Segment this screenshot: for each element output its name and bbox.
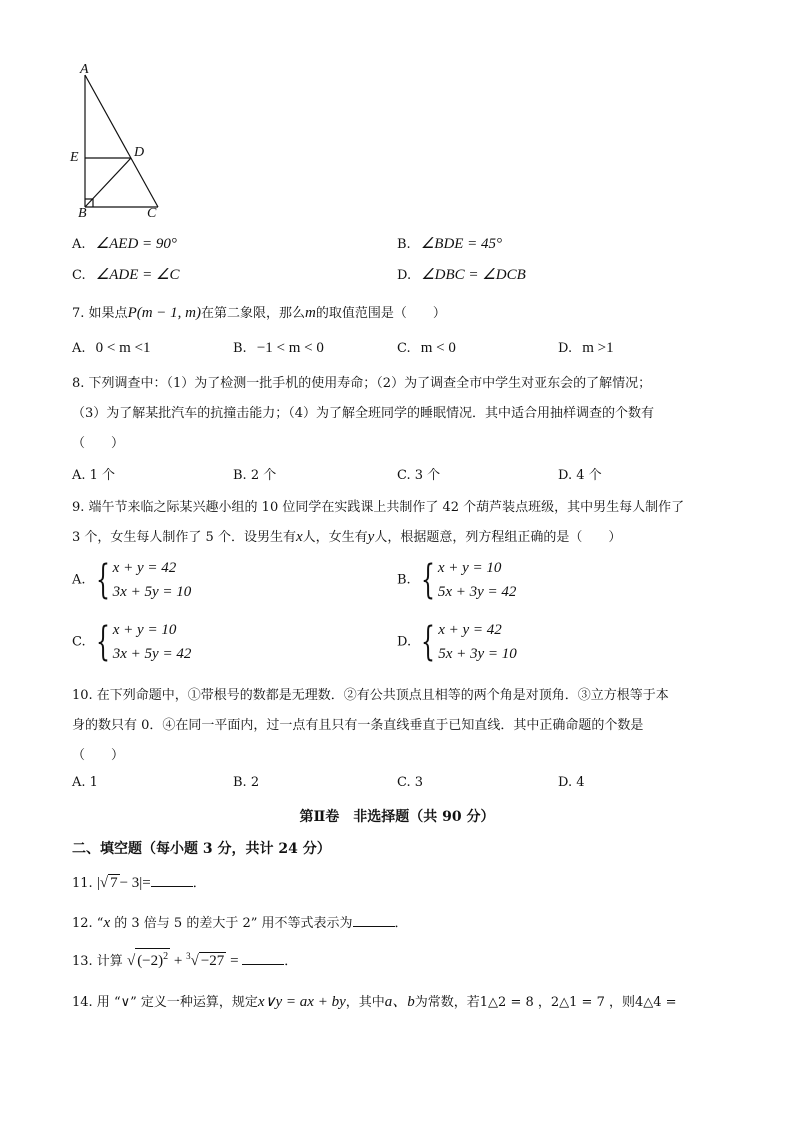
option-letter: A. (72, 341, 86, 356)
stem-text: ，其中 (345, 995, 385, 1010)
option-letter: C. (72, 268, 86, 283)
point-expression: P(m − 1, m) (127, 305, 202, 321)
stem-text: 为常数，若1△2 = 8 ，2△1 = 7 ，则4△4 = (414, 995, 677, 1010)
brace-icon: { (95, 557, 110, 603)
q6-option-c[interactable] (72, 265, 179, 284)
equation-system (421, 618, 517, 666)
label-a: A (80, 62, 89, 77)
sqrt-expression: √ 7 (99, 875, 118, 891)
q6-option-b[interactable] (397, 234, 502, 253)
radicand: (−2) (137, 953, 164, 969)
stem-text: 人，女生有 (302, 530, 368, 545)
operator: + (170, 953, 187, 969)
exponent: 2 (163, 951, 169, 962)
variable-x: x (295, 529, 303, 545)
brace-icon: { (420, 557, 435, 603)
q8-option-a[interactable]: A. 1 个 (72, 468, 116, 483)
expression-tail: − 3|= (119, 875, 151, 891)
stem-text: 12. “ (72, 916, 104, 931)
option-letter: B. (233, 341, 247, 356)
equation-row: x + y = 10 (112, 622, 177, 638)
q13 (72, 948, 297, 970)
radicand: −27 (200, 953, 225, 969)
stem-text: 如果点 (88, 306, 128, 321)
question-number: 11. (72, 876, 93, 891)
cube-root-expression: $^3$√ −27 (186, 951, 225, 969)
q7-option-a[interactable] (72, 340, 151, 357)
answer-blank[interactable] (151, 872, 193, 887)
equation-row: 3x + 5y = 10 (112, 584, 192, 600)
option-text: m < 0 (420, 340, 456, 356)
q11 (72, 872, 206, 892)
option-letter: C. (72, 634, 86, 650)
label-d: D (134, 145, 145, 160)
q6-option-d[interactable] (397, 265, 526, 284)
q9-option-d[interactable] (397, 618, 517, 666)
question-number: 7. (72, 306, 85, 321)
q6-option-a[interactable] (72, 234, 177, 253)
option-letter: D. (397, 268, 412, 283)
option-letter: A. (72, 237, 86, 252)
q14 (72, 990, 677, 1011)
q9-option-a[interactable] (72, 556, 191, 604)
operator: = (226, 953, 243, 969)
answer-blank[interactable] (242, 950, 284, 965)
option-text: −1 < m < 0 (256, 340, 324, 356)
stem-text: 14. 用 “∨” 定义一种运算，规定 (72, 995, 258, 1010)
q7-option-c[interactable] (397, 340, 456, 357)
q10-option-c[interactable]: C. 3 (397, 775, 424, 790)
variable: m (305, 305, 316, 321)
q10-option-d[interactable]: D. 4 (558, 775, 585, 790)
equation-system (96, 556, 192, 604)
stem-text: 的取值范围是（ ） (315, 306, 446, 321)
label-b: B (78, 206, 87, 221)
stem-text: 的 3 倍与 5 的差大于 2” 用不等式表示为 (110, 916, 353, 931)
variable-y: y (367, 529, 375, 545)
abs-bar: | (96, 875, 100, 891)
sqrt-expression: √ $(-2)^2$ (127, 953, 170, 969)
equation-row: 5x + 3y = 42 (437, 584, 517, 600)
end-mark: ． (394, 916, 408, 931)
stem-text: 人，根据题意，列方程组正确的是（ ） (374, 530, 622, 545)
q8-line-1: 8. 下列调查中：（1）为了检测一批手机的使用寿命；（2）为了调查全市中学生对亚东会的了解情况； (72, 376, 652, 391)
option-text: ∠DBC = ∠DCB (421, 267, 526, 283)
option-text: 0 < m <1 (95, 340, 151, 356)
option-text: m >1 (582, 340, 614, 356)
triangle-figure (66, 62, 176, 222)
stem-text: 13. 计算 (72, 954, 123, 969)
option-text: ∠ADE = ∠C (95, 267, 180, 283)
constants: a、b (384, 994, 415, 1010)
q7-option-b[interactable] (233, 340, 324, 357)
q10-option-b[interactable]: B. 2 (233, 775, 260, 790)
segment-bd (85, 158, 131, 207)
equation-system (421, 556, 517, 604)
brace-icon: { (421, 619, 436, 665)
q10-line-3: （ ） (72, 748, 125, 763)
equation-row: x + y = 42 (438, 622, 502, 638)
triangle-diagram (66, 62, 176, 222)
equation-row: 3x + 5y = 42 (112, 646, 192, 662)
q10-line-2: 身的数只有 0．④在同一平面内，过一点有且只有一条直线垂直于已知直线．其中正确命题的个数是 (72, 718, 644, 733)
option-letter: A. (72, 572, 86, 588)
section-title: 第Ⅱ卷 非选择题（共 90 分） (299, 809, 495, 825)
stem-text: 3 个，女生每人制作了 5 个．设男生有 (72, 530, 296, 545)
option-letter: C. (397, 341, 411, 356)
answer-blank[interactable] (353, 912, 395, 927)
q8-line-2: （3）为了解某批汽车的抗撞击能力；（4）为了解全班同学的睡眠情况．其中适合用抽样调查的个数有 (72, 406, 655, 421)
q7-option-d[interactable] (558, 340, 614, 357)
equation-row: 5x + 3y = 10 (438, 646, 517, 662)
label-c: C (147, 206, 157, 221)
definition-expression: x∨y = ax + by (257, 994, 346, 1010)
q8-line-3: （ ） (72, 436, 125, 451)
part-heading: 二、填空题（每小题 3 分，共计 24 分） (72, 841, 331, 857)
q9-option-c[interactable] (72, 618, 191, 666)
stem-text: 在第二象限，那么 (201, 306, 306, 321)
q9-option-b[interactable] (397, 556, 516, 604)
option-letter: D. (558, 341, 573, 356)
label-e: E (70, 150, 79, 165)
brace-icon: { (95, 619, 110, 665)
q8-option-d[interactable]: D. 4 个 (558, 468, 602, 483)
q8-option-c[interactable]: C. 3 个 (397, 468, 441, 483)
q10-option-a[interactable]: A. 1 (72, 775, 98, 790)
side-ac (85, 75, 158, 207)
equation-system (96, 618, 192, 666)
option-letter: D. (397, 634, 412, 650)
end-mark: ． (192, 876, 206, 891)
q9-line-1: 9. 端午节来临之际某兴趣小组的 10 位同学在实践课上共制作了 42 个葫芦装点班级，其中男生每人制作了 (72, 500, 685, 515)
q7-stem (72, 302, 446, 322)
end-mark: ． (284, 954, 298, 969)
root-index: 3 (186, 951, 191, 961)
option-text: ∠AED = 90° (95, 236, 177, 252)
q12 (72, 912, 408, 932)
q8-option-b[interactable]: B. 2 个 (233, 468, 277, 483)
variable: x (103, 915, 111, 931)
radicand: 7 (110, 875, 118, 891)
option-letter: B. (397, 237, 411, 252)
option-text: ∠BDE = 45° (420, 236, 503, 252)
q9-line-2 (72, 526, 621, 546)
option-letter: B. (397, 572, 411, 588)
equation-row: x + y = 10 (437, 560, 502, 576)
q10-line-1: 10. 在下列命题中，①带根号的数都是无理数．②有公共顶点且相等的两个角是对顶角．③立方根等于本 (72, 688, 669, 703)
equation-row: x + y = 42 (112, 560, 177, 576)
